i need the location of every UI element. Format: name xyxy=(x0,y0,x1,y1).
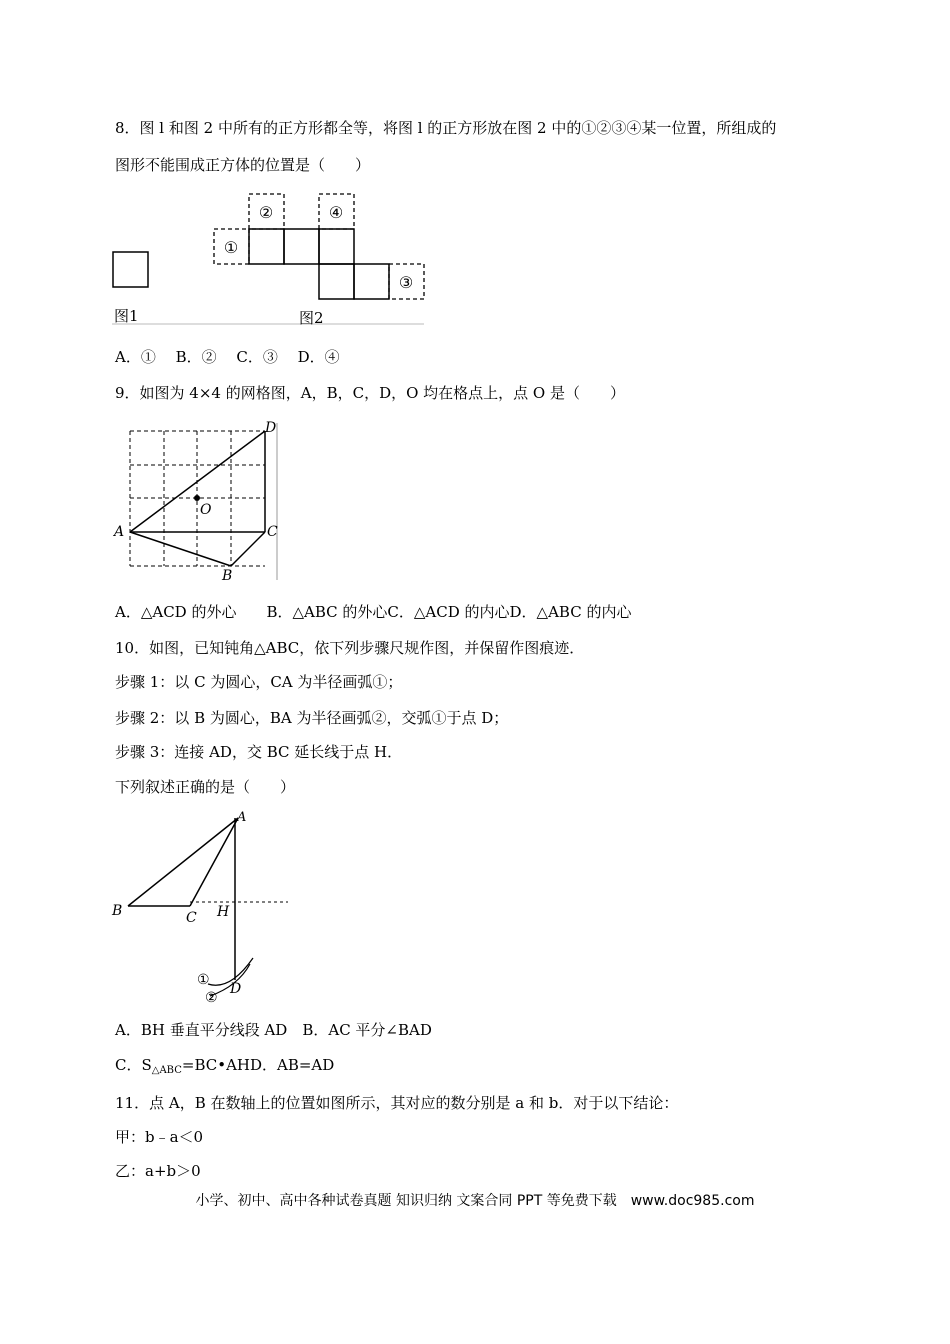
q8-options: A．① B．② C．③ D．④ xyxy=(115,348,340,366)
position-1-label: ① xyxy=(223,238,239,257)
q10-prompt: 下列叙述正确的是（ ） xyxy=(115,778,296,796)
fig2-caption: 图2 xyxy=(299,309,324,327)
q9-options: A．△ACD 的外心 B．△ABC 的外心C．△ACD 的内心D．△ABC 的内心 xyxy=(115,603,632,621)
label-d: D xyxy=(230,981,242,997)
q8-stem-line1: 8．图 l 和图 2 中所有的正方形都全等，将图 l 的正方形放在图 2 中的①②③④某一位置，所组成的 xyxy=(115,119,777,137)
q10-stem: 10．如图，已知钝角△ABC，依下列步骤尺规作图，并保留作图痕迹． xyxy=(115,639,585,657)
label-d: D xyxy=(265,420,277,436)
q11-statement-yi: 乙：a+b＞0 xyxy=(115,1162,201,1180)
option-c-subscript: △ABC xyxy=(151,1065,182,1076)
arc-2-label: ② xyxy=(205,990,218,1006)
triangle-abc xyxy=(128,818,238,906)
option-c-rest: =BC•AHD．AB=AD xyxy=(181,1056,335,1074)
fig2-square xyxy=(319,264,354,299)
position-4-label: ④ xyxy=(328,203,344,222)
label-b: B xyxy=(112,903,123,919)
q10-step1: 步骤 1：以 C 为圆心，CA 为半径画弧①； xyxy=(115,673,403,691)
fig1-caption: 图1 xyxy=(114,307,139,325)
q10-step2: 步骤 2：以 B 为圆心，BA 为半径画弧②，交弧①于点 D； xyxy=(115,709,509,727)
fig2-square xyxy=(354,264,389,299)
label-a: A xyxy=(237,810,247,825)
point-o xyxy=(194,495,200,501)
q11-stem: 11．点 A，B 在数轴上的位置如图所示，其对应的数分别是 a 和 b．对于以下结论： xyxy=(115,1094,679,1112)
fig2-square xyxy=(319,229,354,264)
page-footer: 小学、初中、高中各种试卷真题 知识归纳 文案合同 PPT 等免费下载 www.doc985.com xyxy=(195,1193,755,1209)
q8-stem-line2: 图形不能围成正方体的位置是（ ） xyxy=(115,156,371,174)
position-2-label: ② xyxy=(258,203,274,222)
q10-figure xyxy=(110,806,290,1006)
q10-step3: 步骤 3：连接 AD，交 BC 延长线于点 H． xyxy=(115,743,403,761)
label-a: A xyxy=(114,524,125,540)
q10-options-cd xyxy=(115,1055,334,1081)
q11-statement-jia: 甲：b﹣a＜0 xyxy=(115,1128,204,1146)
arc-1-label: ① xyxy=(197,972,210,988)
q10-options-ab: A．BH 垂直平分线段 AD B．AC 平分∠BAD xyxy=(115,1021,432,1039)
label-c: C xyxy=(267,524,278,540)
label-h: H xyxy=(217,904,230,920)
label-c: C xyxy=(186,910,197,926)
label-o: O xyxy=(200,502,212,518)
q9-stem: 9．如图为 4×4 的网格图，A，B，C，D，O 均在格点上，点 O 是（ ） xyxy=(115,384,625,402)
position-3-label: ③ xyxy=(398,273,414,292)
fig1-square xyxy=(113,252,148,287)
q9-figure xyxy=(110,418,285,586)
label-b: B xyxy=(222,568,233,584)
option-c-prefix: C．S xyxy=(115,1056,152,1074)
fig2-square xyxy=(249,229,284,264)
q8-figure xyxy=(112,192,427,327)
fig2-square xyxy=(284,229,319,264)
